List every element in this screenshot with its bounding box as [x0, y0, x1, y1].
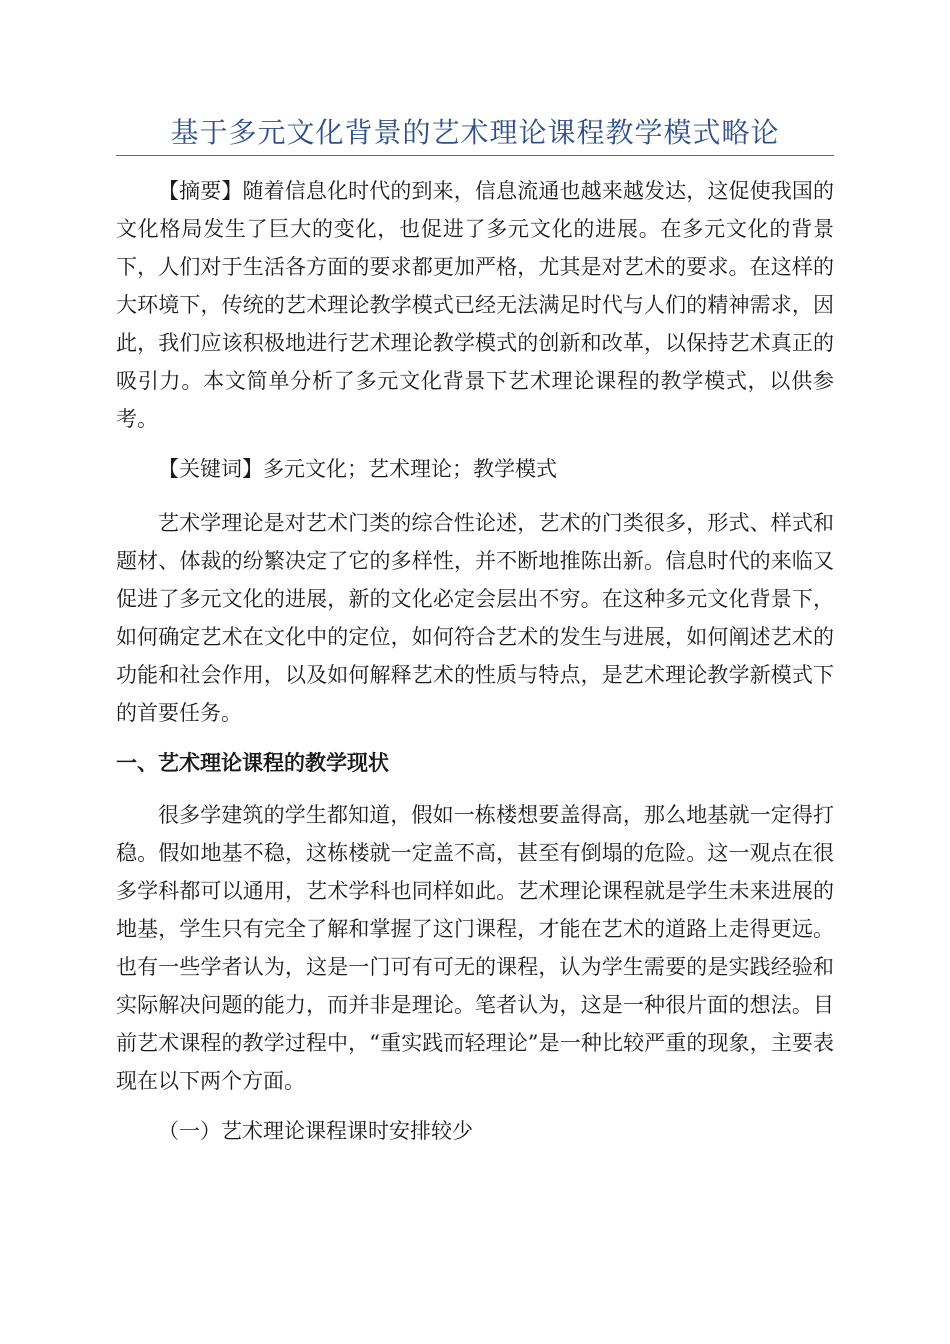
document-body — [116, 172, 834, 1162]
document-title: 基于多元文化背景的艺术理论课程教学模式略论 — [170, 116, 780, 149]
intro-paragraph: 艺术学理论是对艺术门类的综合性论述，艺术的门类很多，形式、样式和题材、体裁的纷繁决定了它的多样性，并不断地推陈出新。信息时代的来临又促进了多元文化的进展，新的文化必定会层出不穷。在这种多元文化背景下，如何确定艺术在文化中的定位，如何符合艺术的发生与进展，如何阐述艺术的功能和社会作用，以及如何解释艺术的性质与特点，是艺术理论教学新模式下的首要任务。 — [116, 511, 834, 725]
abstract-paragraph: 【摘要】随着信息化时代的到来，信息流通也越来越发达，这促使我国的文化格局发生了巨大的变化，也促进了多元文化的进展。在多元文化的背景下，人们对于生活各方面的要求都更加严格，尤其是对艺术的要求。在这样的大环境下，传统的艺术理论教学模式已经无法满足时代与人们的精神需求，因此，我们应该积极地进行艺术理论教学模式的创新和改革，以保持艺术真正的吸引力。本文简单分析了多元文化背景下艺术理论课程的教学模式，以供参考。 — [116, 179, 834, 431]
section-heading: 一、艺术理论课程的教学现状 — [116, 751, 389, 775]
title-underline — [116, 155, 834, 156]
section-paragraph: 很多学建筑的学生都知道，假如一栋楼想要盖得高，那么地基就一定得打稳。假如地基不稳，这栋楼就一定盖不高，甚至有倒塌的危险。这一观点在很多学科都可以通用，艺术学科也同样如此。艺术理论课程就是学生未来进展的地基，学生只有完全了解和掌握了这门课程，才能在艺术的道路上走得更远。也有一些学者认为，这是一门可有可无的课程，认为学生需要的是实践经验和实际解决问题的能力，而并非是理论。笔者认为，这是一种很片面的想法。目前艺术课程的教学过程中，“重实践而轻理论”是一种比较严重的现象，主要表现在以下两个方面。 — [116, 803, 834, 1093]
keywords-paragraph: 【关键词】多元文化；艺术理论；教学模式 — [158, 457, 557, 481]
subsection-heading: （一）艺术理论课程课时安排较少 — [158, 1119, 473, 1143]
